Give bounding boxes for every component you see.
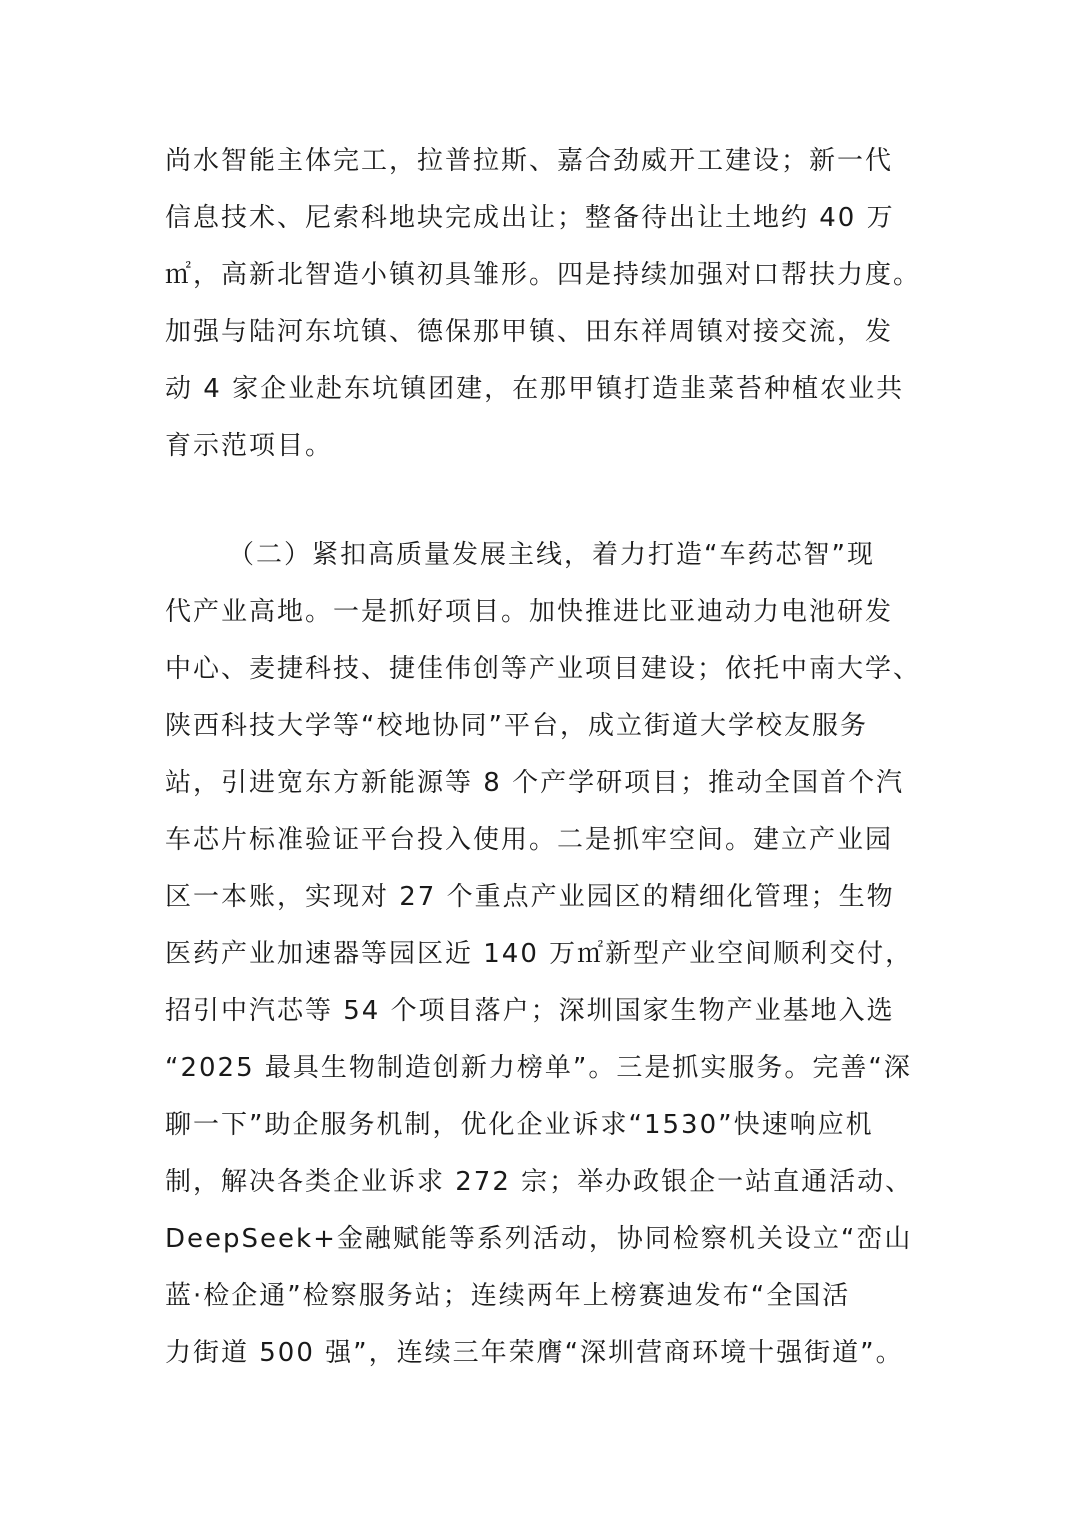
text-line: 尚水智能主体完工，拉普拉斯、嘉合劲威开工建设；新一代 xyxy=(165,146,894,176)
text-line: “2025 最具生物制造创新力榜单”。三是抓实服务。完善“深 xyxy=(165,1053,912,1083)
paragraph-1 xyxy=(165,133,925,475)
text-line: 育示范项目。 xyxy=(165,431,334,461)
paragraph-2 xyxy=(165,527,925,1382)
text-line: 加强与陆河东坑镇、德保那甲镇、田东祥周镇对接交流，发 xyxy=(165,317,894,347)
text-line: 医药产业加速器等园区近 140 万㎡新型产业空间顺利交付， xyxy=(165,939,914,969)
text-line: 区一本账，实现对 27 个重点产业园区的精细化管理；生物 xyxy=(165,882,895,912)
text-line: 动 4 家企业赴东坑镇团建，在那甲镇打造韭菜苔种植农业共 xyxy=(165,374,905,404)
text-line: 车芯片标准验证平台投入使用。二是抓牢空间。建立产业园 xyxy=(165,825,894,855)
text-line: 招引中汽芯等 54 个项目落户；深圳国家生物产业基地入选 xyxy=(165,996,895,1026)
text-line: 制，解决各类企业诉求 272 宗；举办政银企一站直通活动、 xyxy=(165,1167,914,1197)
text-line: 陕西科技大学等“校地协同”平台，成立街道大学校友服务 xyxy=(165,711,868,741)
text-line: ㎡，高新北智造小镇初具雏形。四是持续加强对口帮扶力度。 xyxy=(165,260,922,290)
text-line: 蓝·检企通”检察服务站；连续两年上榜赛迪发布“全国活 xyxy=(165,1281,851,1311)
text-line: 聊一下”助企服务机制，优化企业诉求“1530”快速响应机 xyxy=(165,1110,874,1140)
text-line-indented: （二）紧扣高质量发展主线，着力打造“车药芯智”现 xyxy=(228,540,875,570)
text-line: 信息技术、尼索科地块完成出让；整备待出让土地约 40 万 xyxy=(165,203,895,233)
text-line: 站，引进宽东方新能源等 8 个产学研项目；推动全国首个汽 xyxy=(165,768,905,798)
text-line: 代产业高地。一是抓好项目。加快推进比亚迪动力电池研发 xyxy=(165,597,894,627)
text-line: 力街道 500 强”，连续三年荣膺“深圳营商环境十强街道”。 xyxy=(165,1338,904,1368)
text-line: 中心、麦捷科技、捷佳伟创等产业项目建设；依托中南大学、 xyxy=(165,654,922,684)
text-line: DeepSeek+金融赋能等系列活动，协同检察机关设立“峦山 xyxy=(165,1224,913,1254)
